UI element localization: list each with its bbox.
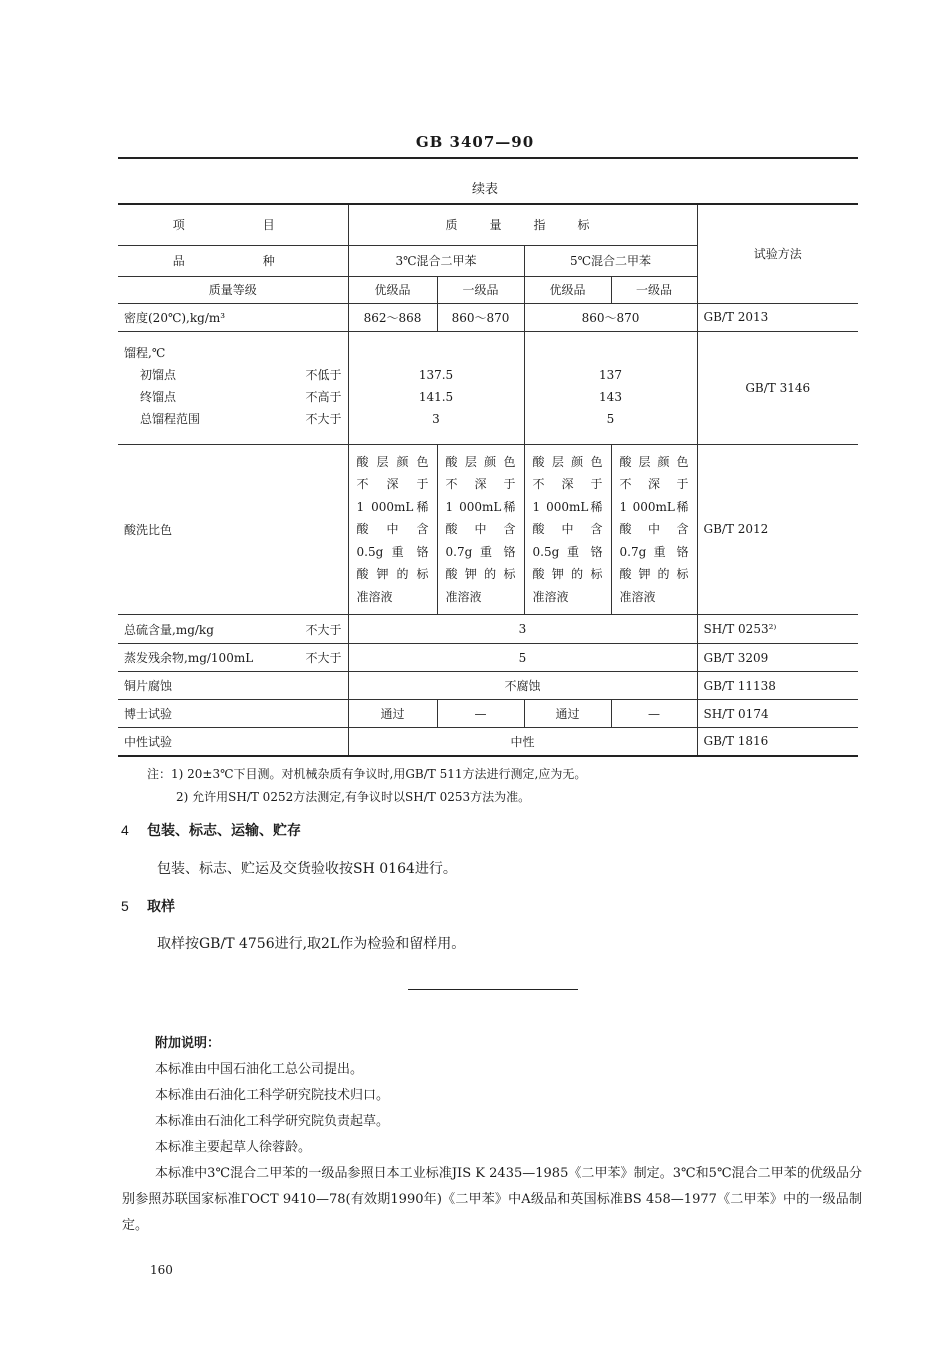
section-4-title bbox=[121, 820, 301, 840]
copper-label: 铜片腐蚀 bbox=[118, 672, 348, 700]
standard-code: GB 3407—90 bbox=[415, 133, 535, 151]
dist-v5-0: 137 bbox=[599, 367, 622, 382]
sulfur-cond: 不大于 bbox=[305, 622, 342, 637]
acid-line: 准溶液 bbox=[445, 589, 482, 604]
annex-reference-paragraph bbox=[122, 1161, 862, 1239]
annex-reference-text: 本标准中3℃混合二甲苯的一级品参照日本工业标准JIS K 2435—1985《二甲苯》制定。3℃和5℃混合二甲苯的优级品分别参照苏联国家标准ГОСТ 9410—78(有效期1990年)《二甲苯》中A级品和英国标准BS 458—1977《二甲苯》中的一级品制定。 bbox=[122, 1166, 862, 1233]
dist-v5-1: 143 bbox=[599, 389, 622, 404]
acid-line: 准溶液 bbox=[619, 589, 656, 604]
neutral-method: GB/T 1816 bbox=[697, 728, 858, 756]
copper-value: 不腐蚀 bbox=[348, 672, 697, 700]
annex-line: 本标准主要起草人徐蓉龄。 bbox=[155, 1140, 312, 1155]
sulfur-label: 总硫含量,mg/kg bbox=[124, 622, 214, 637]
acid-line: 酸层颜色 bbox=[532, 454, 603, 469]
dist-name-1: 终馏点 bbox=[140, 389, 177, 404]
note-1: 注：1) 20±3℃下目测。对机械杂质有争议时,用GB/T 511方法进行测定,应为无。 bbox=[147, 767, 587, 781]
header-quality: 质 量 指 标 bbox=[348, 204, 697, 245]
acid-line: 准溶液 bbox=[532, 589, 569, 604]
acid-line: 1 000mL稀 bbox=[619, 499, 689, 514]
section-4-text: 包装、标志、贮运及交货验收按SH 0164进行。 bbox=[157, 861, 457, 877]
doctor-v3: 通过 bbox=[524, 700, 611, 728]
header-variety: 品 种 bbox=[118, 245, 348, 276]
acid-color-4 bbox=[611, 444, 697, 615]
acid-line: 0.5g 重 铬 bbox=[356, 544, 429, 559]
dist-cond-1: 不高于 bbox=[305, 389, 342, 404]
acid-line: 酸钾的标 bbox=[619, 567, 689, 581]
acid-color-3 bbox=[524, 444, 611, 615]
acid-line: 1 000mL稀 bbox=[445, 499, 516, 514]
sulfur-label-cell bbox=[118, 615, 348, 644]
acid-line: 酸 中 含 bbox=[532, 522, 603, 536]
section-4-heading: 包装、标志、运输、贮存 bbox=[147, 823, 301, 839]
table-row bbox=[118, 672, 858, 700]
acid-line: 酸钾的标 bbox=[445, 567, 516, 581]
annex-line: 本标准由石油化工科学研究院技术归口。 bbox=[155, 1088, 390, 1103]
section-5-number: 5 bbox=[121, 898, 129, 914]
dist-v3-2: 3 bbox=[432, 411, 440, 426]
acid-line: 1 000mL稀 bbox=[356, 499, 429, 514]
sulfur-method: SH/T 0253²⁾ bbox=[697, 615, 858, 644]
acid-line: 准溶液 bbox=[356, 589, 393, 604]
distillation-mix3 bbox=[348, 331, 524, 444]
dist-cond-2: 不大于 bbox=[305, 411, 342, 426]
grade-superior-3: 优级品 bbox=[348, 276, 437, 303]
density-method: GB/T 2013 bbox=[697, 303, 858, 331]
table-row bbox=[118, 700, 858, 728]
density-v1: 862～868 bbox=[348, 303, 437, 331]
acid-color-2 bbox=[437, 444, 524, 615]
residue-cond: 不大于 bbox=[305, 651, 342, 665]
grade-superior-5: 优级品 bbox=[524, 276, 611, 303]
density-v2: 860～870 bbox=[437, 303, 524, 331]
dist-cond-0: 不低于 bbox=[305, 367, 342, 382]
acid-line: 酸 中 含 bbox=[619, 522, 689, 536]
annex-line: 本标准由中国石油化工总公司提出。 bbox=[155, 1062, 364, 1077]
table-notes bbox=[147, 763, 586, 809]
acid-line: 0.7g 重 铬 bbox=[619, 544, 689, 559]
acid-line: 酸钾的标 bbox=[532, 567, 603, 581]
quality-spec-table bbox=[118, 203, 858, 757]
table-row bbox=[118, 644, 858, 672]
acid-label: 酸洗比色 bbox=[118, 444, 348, 615]
section-5-text: 取样按GB/T 4756进行,取2L作为检验和留样用。 bbox=[157, 936, 466, 952]
distillation-method: GB/T 3146 bbox=[697, 331, 858, 444]
doctor-method: SH/T 0174 bbox=[697, 700, 858, 728]
dist-v3-1: 141.5 bbox=[418, 389, 454, 404]
neutral-label: 中性试验 bbox=[118, 728, 348, 756]
acid-line: 不 深 于 bbox=[619, 477, 689, 491]
table-row bbox=[118, 728, 858, 756]
residue-label: 蒸发残余物,mg/100mL bbox=[124, 651, 254, 665]
dist-name-0: 初馏点 bbox=[140, 367, 177, 382]
acid-line: 酸 中 含 bbox=[356, 522, 429, 536]
acid-line: 酸钾的标 bbox=[356, 567, 429, 581]
table-row bbox=[118, 444, 858, 615]
section-4-number: 4 bbox=[121, 822, 129, 838]
distillation-label-cell bbox=[118, 331, 348, 444]
end-rule bbox=[408, 989, 578, 990]
acid-line: 酸 中 含 bbox=[445, 522, 516, 536]
acid-line: 酸层颜色 bbox=[356, 454, 429, 469]
dist-name-2: 总馏程范围 bbox=[140, 411, 201, 426]
header-method: 试验方法 bbox=[697, 204, 858, 303]
grade-first-5: 一级品 bbox=[611, 276, 697, 303]
copper-method: GB/T 11138 bbox=[697, 672, 858, 700]
residue-method: GB/T 3209 bbox=[697, 644, 858, 672]
table-row bbox=[118, 303, 858, 331]
density-v3: 860～870 bbox=[524, 303, 697, 331]
annex-notes bbox=[122, 1031, 875, 1239]
acid-line: 不 深 于 bbox=[356, 477, 429, 491]
distillation-mix5 bbox=[524, 331, 697, 444]
header-item: 项 目 bbox=[118, 204, 348, 245]
doctor-v1: 通过 bbox=[348, 700, 437, 728]
header-mix3: 3℃混合二甲苯 bbox=[348, 245, 524, 276]
table-row bbox=[118, 331, 858, 444]
section-5-heading: 取样 bbox=[147, 899, 175, 915]
acid-line: 酸层颜色 bbox=[445, 454, 516, 469]
acid-line: 不 深 于 bbox=[445, 477, 516, 491]
page-number: 160 bbox=[150, 1263, 173, 1277]
table-caption: 续表 bbox=[471, 182, 498, 197]
dist-v5-2: 5 bbox=[606, 411, 615, 426]
doctor-v2: — bbox=[437, 700, 524, 728]
dist-v3-0: 137.5 bbox=[418, 367, 454, 382]
acid-line: 酸层颜色 bbox=[619, 454, 689, 469]
annex-line: 本标准由石油化工科学研究院负责起草。 bbox=[155, 1114, 390, 1129]
residue-label-cell bbox=[118, 644, 348, 672]
table-row bbox=[118, 615, 858, 644]
section-5-title bbox=[121, 896, 175, 916]
header-mix5: 5℃混合二甲苯 bbox=[524, 245, 697, 276]
distillation-label: 馏程,℃ bbox=[124, 345, 166, 360]
neutral-value: 中性 bbox=[348, 728, 697, 756]
doctor-v4: — bbox=[611, 700, 697, 728]
acid-line: 0.7g 重 铬 bbox=[445, 544, 516, 559]
note-2: 2) 允许用SH/T 0252方法测定,有争议时以SH/T 0253方法为准。 bbox=[176, 790, 531, 804]
acid-line: 1 000mL稀 bbox=[532, 499, 603, 514]
density-label: 密度(20℃),kg/m³ bbox=[118, 303, 348, 331]
acid-method: GB/T 2012 bbox=[697, 444, 858, 615]
header-rule bbox=[118, 157, 858, 159]
acid-line: 不 深 于 bbox=[532, 477, 603, 491]
doctor-label: 博士试验 bbox=[118, 700, 348, 728]
residue-value: 5 bbox=[348, 644, 697, 672]
header-grade: 质量等级 bbox=[118, 276, 348, 303]
acid-color-1 bbox=[348, 444, 437, 615]
annex-heading: 附加说明： bbox=[155, 1036, 221, 1051]
grade-first-3: 一级品 bbox=[437, 276, 524, 303]
acid-line: 0.5g 重 铬 bbox=[532, 544, 603, 559]
sulfur-value: 3 bbox=[348, 615, 697, 644]
